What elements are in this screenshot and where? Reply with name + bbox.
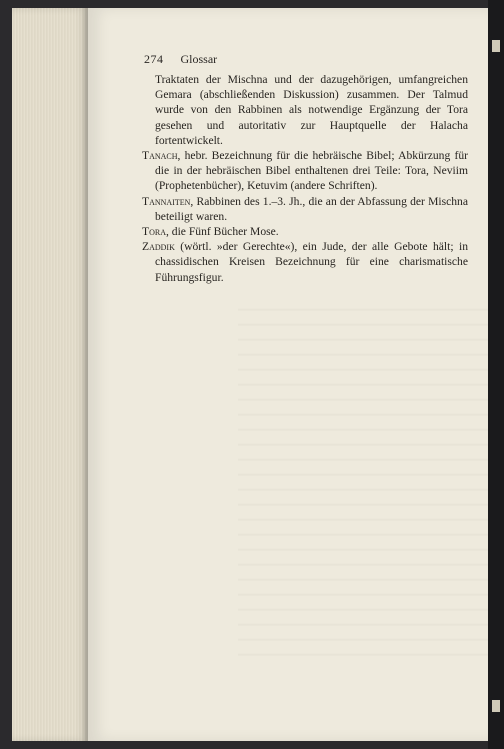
glossary-body: [142, 72, 468, 285]
entry-term: Zaddik: [142, 240, 175, 254]
entry-text: , die Fünf Bücher Mose.: [165, 225, 279, 239]
scan-mark: [492, 40, 500, 52]
scan-mark: [492, 700, 500, 712]
glossary-entry-tora: [142, 224, 468, 239]
entry-text: (wörtl. »der Gerechte«), ein Jude, der alle Gebote hält; in chassidischen Kreisen Bezeichnung für eine charismatische Führungsfigur.: [155, 240, 468, 284]
section-title: Glossar: [180, 52, 218, 66]
glossary-entry-tanach: [142, 148, 468, 194]
running-header: [144, 52, 217, 67]
glossary-entry-tannaiten: [142, 194, 468, 224]
entry-term: Tannaiten: [142, 194, 191, 208]
scan-border: [488, 0, 504, 749]
entry-text: Traktaten der Mischna und der dazugehörigen, umfangreichen Gemara (abschließenden Diskussion) zusammen. Der Talmud wurde von den Rabbinen als notwendige Ergänzung der Tora gesehen und autoritativ zur Hauptquelle der Halacha fortentwickelt.: [155, 73, 468, 147]
entry-text: , Rabbinen des 1.–3. Jh., die an der Abfassung der Mischna beteiligt waren.: [155, 194, 468, 223]
entry-text: , hebr. Bezeichnung für die hebräische Bibel; Abkürzung für die in der hebräischen Bibel enthaltenen drei Teile: Tora, Neviim (Prophetenbücher), Ketuvim (andere Schriften).: [155, 149, 468, 193]
glossary-entry-continued: [142, 72, 468, 148]
book-page-edges: [12, 8, 88, 741]
page-number: 274: [144, 52, 164, 66]
show-through-text: [238, 308, 504, 668]
entry-term: Tanach: [142, 149, 178, 163]
glossary-entry-zaddik: [142, 239, 468, 285]
entry-term: Tora: [142, 225, 166, 239]
